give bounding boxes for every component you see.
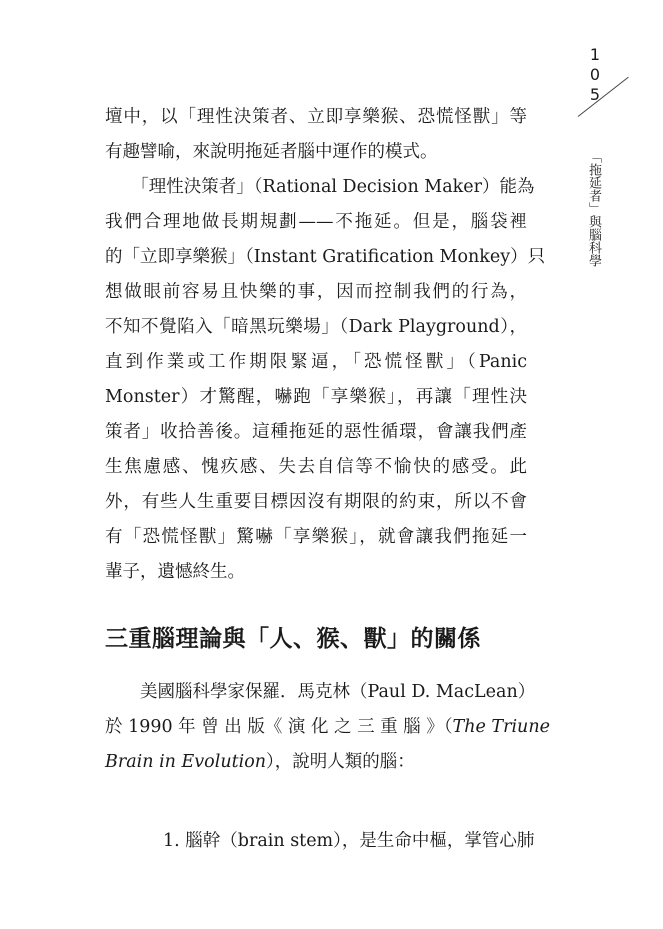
text-line: 策者」收拾善後。這種拖延的惡性循環，會讓我們產 [105, 422, 527, 442]
text-line: 生焦慮感、愧疚感、失去自信等不愉快的感受。此 [105, 457, 527, 477]
text-line: 直到作業或工作期限緊逼，「恐慌怪獸」（Panic [105, 352, 527, 372]
paragraph-procrastination-model [105, 170, 546, 590]
text-segment: 於 1990 年 曾 出 版《 演 化 之 三 重 腦 》（ [105, 717, 453, 737]
text-line: 美國腦科學家保羅．馬克林（Paul D. MacLean） [105, 682, 536, 702]
text-segment: ），說明人類的腦： [266, 752, 415, 772]
paragraph-intro-continuation [105, 100, 527, 170]
book-title-italic: Brain in Evolution [105, 752, 267, 772]
text-line: Monster）才驚醒，嚇跑「享樂猴」，再讓「理性決 [105, 387, 527, 407]
book-title-italic: The Triune [452, 717, 550, 737]
text-line: 壇中，以「理性決策者、立即享樂猴、恐慌怪獸」等 [105, 107, 527, 127]
running-chapter-title: 「拖延者」與腦科學 [586, 150, 601, 267]
text-line: 想做眼前容易且快樂的事，因而控制我們的行為， [105, 282, 527, 302]
section-heading: 三重腦理論與「人、猴、獸」的關係 [105, 626, 481, 652]
list-item-brain-stem: 1. 腦幹（brain stem），是生命中樞，掌管心肺 [163, 831, 535, 851]
paragraph-triune-brain [105, 675, 550, 780]
text-line: 的「立即享樂猴」（Instant Gratification Monkey）只 [105, 247, 546, 267]
text-line: 我們合理地做長期規劃——不拖延。但是，腦袋裡 [105, 212, 527, 232]
text-line: 有「恐慌怪獸」驚嚇「享樂猴」，就會讓我們拖延一 [105, 527, 527, 547]
text-line: 外，有些人生重要目標因沒有期限的約束，所以不會 [105, 492, 527, 512]
text-line [105, 710, 550, 745]
text-line: 輩子，遺憾終生。 [105, 562, 245, 582]
text-line: 不知不覺陷入「暗黑玩樂場」（Dark Playground）， [105, 317, 527, 337]
text-line: 有趣譬喻，來說明拖延者腦中運作的模式。 [105, 142, 438, 162]
text-line: 「理性決策者」（Rational Decision Maker）能為 [105, 177, 535, 197]
text-line [105, 745, 527, 780]
page-number: 1 0 5 [589, 45, 601, 104]
